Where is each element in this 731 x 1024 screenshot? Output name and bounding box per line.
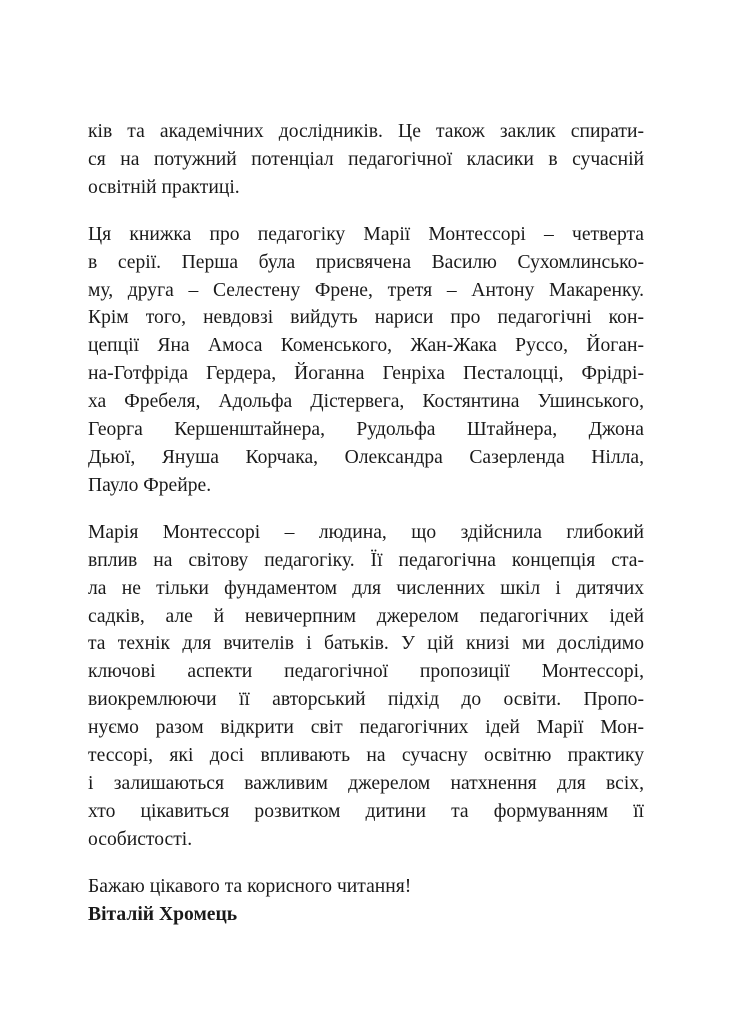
text-line: ків та академічних дослідників. Це також заклик спирати-	[88, 121, 644, 142]
text-line: тессорі, які досі впливають на сучасну освітню практику	[88, 745, 644, 767]
paragraph-2	[88, 221, 644, 500]
text-line: в серії. Перша була присвячена Василю Сухомлинсько-	[88, 251, 644, 273]
text-line: садків, але й невичерпним джерелом педагогічних ідей	[88, 605, 644, 627]
text-line: виокремлюючи її авторський підхід до освіти. Пропо-	[88, 689, 644, 711]
text-line: хто цікавиться розвитком дитини та формуванням її	[88, 800, 644, 822]
text-line: ключові аспекти педагогічної пропозиції Монтессорі,	[88, 661, 644, 683]
author-signature: Віталій Хромець	[88, 903, 238, 925]
paragraph-3	[88, 519, 644, 854]
text-line: Пауло Фрейре.	[88, 474, 212, 496]
text-line: та технік для вчителів і батьків. У цій книзі ми дослідимо	[88, 633, 644, 655]
text-line: ла не тільки фундаментом для численних шкіл і дитячих	[88, 577, 644, 599]
text-line: ха Фребеля, Адольфа Дістервега, Костянтина Ушинського,	[88, 391, 644, 413]
closing-block	[88, 873, 644, 929]
text-line: освітній практиці.	[88, 176, 240, 198]
text-line: і залишаються важливим джерелом натхнення для всіх,	[88, 772, 644, 794]
text-line: нуємо разом відкрити світ педагогічних ідей Марії Мон-	[88, 717, 644, 739]
text-line: цепції Яна Амоса Коменського, Жан-Жака Руссо, Йоган-	[88, 335, 644, 357]
text-line: на-Готфріда Гердера, Йоганна Генріха Песталоцці, Фрідрі-	[88, 363, 644, 385]
text-line: Марія Монтессорі – людина, що здійснила глибокий	[88, 521, 644, 543]
text-line: му, друга – Селестену Френе, третя – Антону Макаренку.	[88, 279, 644, 301]
text-line: Георга Кершенштайнера, Рудольфа Штайнера, Джона	[88, 419, 644, 441]
closing-wish: Бажаю цікавого та корисного читання!	[88, 875, 412, 897]
text-line: особистості.	[88, 828, 193, 850]
paragraph-1	[88, 118, 644, 202]
text-line: Крім того, невдовзі вийдуть нариси про педагогічні кон-	[88, 307, 644, 329]
page-body	[88, 118, 644, 928]
text-line: ся на потужний потенціал педагогічної класики в сучасній	[88, 148, 644, 170]
text-line: вплив на світову педагогіку. Її педагогічна концепція ста-	[88, 549, 644, 571]
text-line: Дьюї, Януша Корчака, Олександра Сазерленда Нілла,	[88, 446, 644, 468]
text-line: Ця книжка про педагогіку Марії Монтессорі – четверта	[88, 223, 644, 245]
